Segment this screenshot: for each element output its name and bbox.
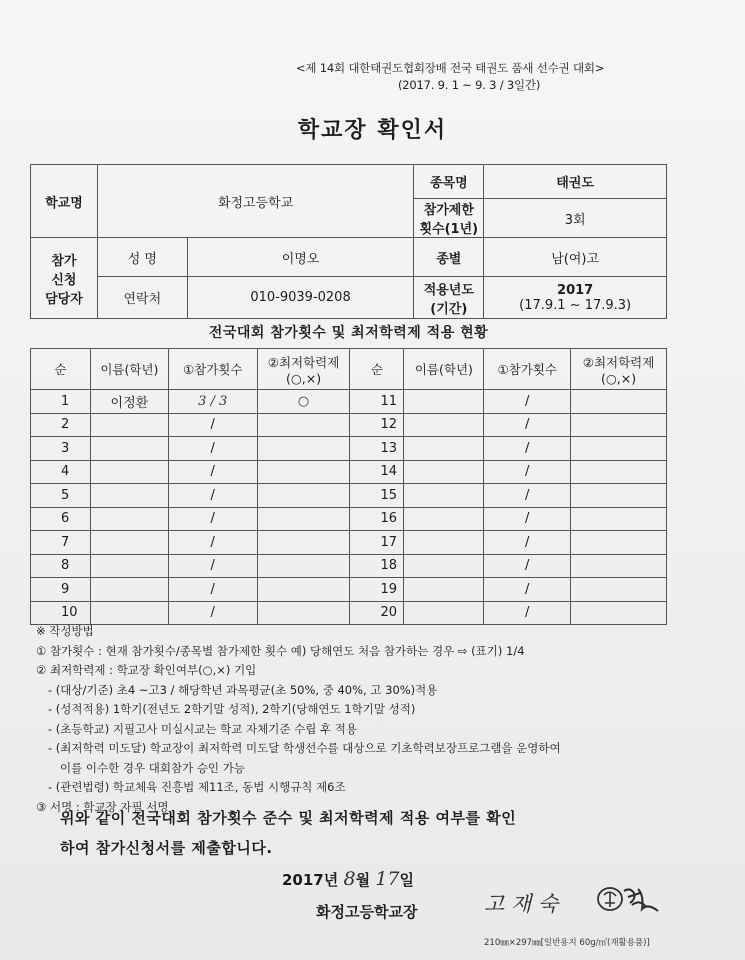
year-value: 2017 (17.9.1 ~ 17.9.3) [484,277,667,319]
contact-value: 010-9039-0208 [187,277,414,319]
note-item: ③ 서명 : 학교장 자필 서명 [36,799,169,814]
row-min [571,531,667,555]
table-row [31,531,667,555]
row-min [257,578,350,602]
note-item: ② 최저학력제 : 학교장 확인여부(○,×) 기입 [36,663,257,677]
row-no: 4 [31,460,91,484]
note-subitem: - (대상/기준) 초4 ~고3 / 해당학년 과목평균(초 50%, 중 40%, 고 30%)적용 [48,682,438,697]
row-count: / [168,437,257,461]
row-no: 13 [350,437,404,461]
row-no: 17 [350,531,404,555]
row-min [257,437,350,461]
row-no: 19 [350,578,404,602]
row-count: / [168,484,257,508]
table-row [31,554,667,578]
row-min [571,484,667,508]
status-table [30,348,667,625]
document-title: 학교장 확인서 [297,118,448,143]
row-name [90,578,168,602]
row-name [404,531,484,555]
note-subitem: 이를 이수한 경우 대회참가 승인 가능 [60,760,245,775]
table-row [31,601,667,625]
row-no: 1 [31,390,91,414]
row-name [90,413,168,437]
name-value: 이명오 [187,238,414,277]
row-min [571,601,667,625]
row-count: / [484,484,571,508]
row-no: 12 [350,413,404,437]
table-row [31,460,667,484]
row-no: 10 [31,601,91,625]
school-label: 학교명 [31,165,98,238]
notes-heading: ※ 작성방법 [36,624,94,638]
table-row [31,507,667,531]
row-min [571,554,667,578]
gender-label: 종별 [414,238,484,277]
row-count: / [484,413,571,437]
row-min [257,413,350,437]
row-no: 2 [31,413,91,437]
row-min [257,601,350,625]
row-no: 11 [350,390,404,414]
row-name: 이정환 [90,390,168,414]
row-name [90,460,168,484]
limit-value: 3회 [484,199,667,238]
row-count: / [168,413,257,437]
row-min [257,554,350,578]
row-min [571,413,667,437]
col-count: ①참가횟수 [484,349,571,390]
row-name [90,437,168,461]
signed-date: 2017년 8월 17일 [282,868,414,890]
row-count: / [484,601,571,625]
row-min [257,484,350,508]
table-row [31,437,667,461]
row-count: / [484,554,571,578]
table-row [31,413,667,437]
row-count: / [168,531,257,555]
row-count: / [168,554,257,578]
row-name [404,390,484,414]
event-label: 종목명 [414,165,484,199]
row-name [404,460,484,484]
row-name [90,507,168,531]
col-name: 이름(학년) [90,349,168,390]
event-title: <제 14회 대한태권도협회장배 전국 태권도 품새 선수권 대회> [296,61,605,75]
row-no: 16 [350,507,404,531]
row-count: / [484,437,571,461]
row-no: 14 [350,460,404,484]
row-min [571,507,667,531]
note-item: ① 참가횟수 : 현재 참가횟수/종목별 참가제한 횟수 예) 당해연도 처음 참가하는 경우 ⇨ (표기) 1/4 [36,643,525,658]
note-subitem: - (최저학력 미도달) 학교장이 최저학력 미도달 학생선수를 대상으로 기초학력보장프로그램을 운영하여 [48,741,561,755]
row-min [571,390,667,414]
event-value: 태권도 [484,165,667,199]
col-count: ①참가횟수 [168,349,257,390]
declaration: 위와 같이 전국대회 참가횟수 준수 및 최저학력제 적용 여부를 확인 하여 참가신청서를 제출합니다. [60,809,517,857]
row-count: / [484,390,571,414]
name-label: 성 명 [97,238,187,277]
row-count: / [168,601,257,625]
row-name [404,578,484,602]
note-subitem: - (초등학교) 지필고사 미실시교는 학교 자체기준 수립 후 적용 [48,721,357,736]
paper-spec: 210㎜×297㎜[일반용지 60g/㎡(재활용품)] [484,938,650,948]
row-count: / [168,507,257,531]
row-count: / [168,578,257,602]
row-no: 9 [31,578,91,602]
row-name [90,484,168,508]
row-name [90,554,168,578]
principal-label: 화정고등학교장 [316,903,418,921]
col-name: 이름(학년) [404,349,484,390]
row-min [571,460,667,484]
col-min: ②최저학력제 (○,×) [571,349,667,390]
table-row [31,390,667,414]
row-name [404,484,484,508]
note-subitem: - (관련법령) 학교체육 진흥법 제11조, 동법 시행규칙 제6조 [48,780,346,794]
row-name [90,601,168,625]
row-no: 18 [350,554,404,578]
row-min: ○ [257,390,350,414]
row-min [571,437,667,461]
year-label: 적용년도 (기간) [414,277,484,319]
info-table [30,164,667,319]
status-header-row [31,349,667,390]
row-no: 20 [350,601,404,625]
row-count: 3 / 3 [168,390,257,414]
row-no: 7 [31,531,91,555]
row-no: 3 [31,437,91,461]
event-dates: (2017. 9. 1 ~ 9. 3 / 3일간) [398,78,541,92]
note-subitem: - (성적적용) 1학기(전년도 2학기말 성적), 2학기(당해연도 1학기말 성적) [48,702,416,716]
row-name [90,531,168,555]
row-count: / [484,460,571,484]
school-value: 화정고등학교 [97,165,413,238]
table-row [31,484,667,508]
col-no: 순 [31,349,91,390]
row-name [404,413,484,437]
row-count: / [484,578,571,602]
row-name [404,437,484,461]
col-no: 순 [350,349,404,390]
row-name [404,507,484,531]
row-min [257,531,350,555]
row-name [404,601,484,625]
row-no: 5 [31,484,91,508]
row-min [571,578,667,602]
gender-value: 남(여)고 [484,238,667,277]
limit-label: 참가제한 횟수(1년) [414,199,484,238]
col-min: ②최저학력제 (○,×) [257,349,350,390]
row-name [404,554,484,578]
applicant-label: 참가 신청 담당자 [31,238,98,319]
row-min [257,507,350,531]
principal-signature: 고 재 숙 [484,892,559,916]
row-min [257,460,350,484]
row-count: / [484,507,571,531]
row-no: 6 [31,507,91,531]
seal-stamp-icon [592,879,664,919]
row-count: / [168,460,257,484]
row-count: / [484,531,571,555]
row-no: 8 [31,554,91,578]
instructions [36,622,696,817]
table-row [31,578,667,602]
row-no: 15 [350,484,404,508]
contact-label: 연락처 [97,277,187,319]
status-title: 전국대회 참가횟수 및 최저학력제 적용 현황 [208,325,489,341]
